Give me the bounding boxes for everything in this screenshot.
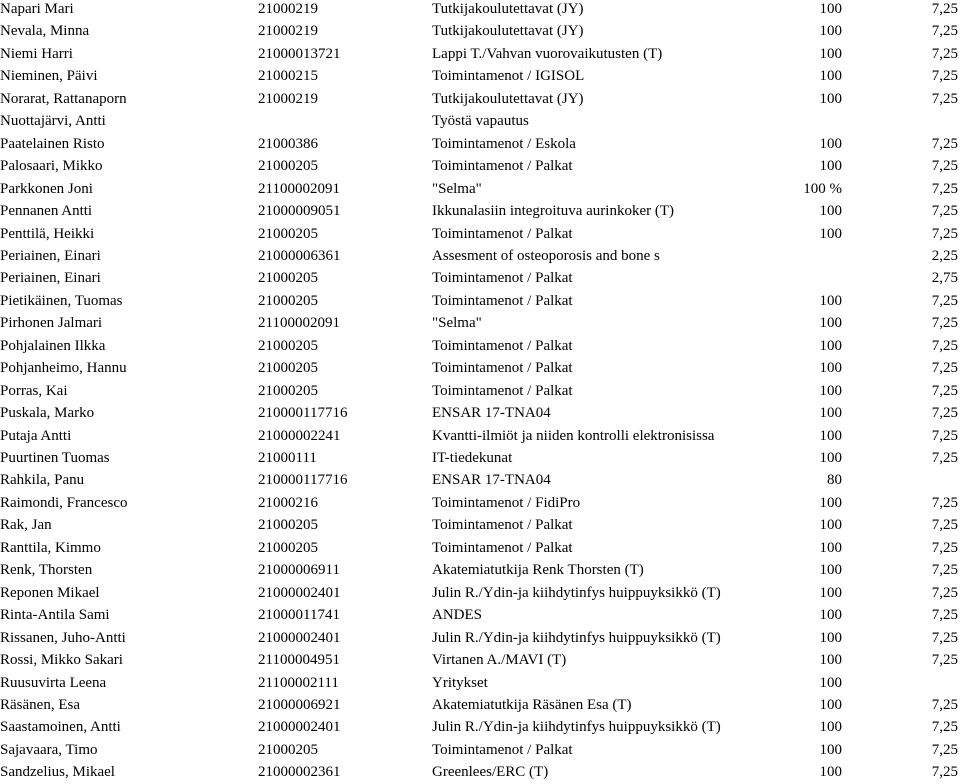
project-name-cell: Tutkijakoulutettavat (JY): [432, 1, 584, 17]
cost-code-cell: 21000009051: [258, 203, 341, 220]
person-name-cell: Pietikäinen, Tuomas: [0, 292, 123, 309]
table-row: [0, 739, 960, 761]
cost-code-cell: 21100002091: [258, 180, 340, 197]
project-name-cell: Julin R./Ydin-ja kiihdytinfys huippuyksikkö (T): [432, 629, 721, 646]
person-name-cell: Reponen Mikael: [0, 584, 100, 601]
cost-code-cell: 21000205: [258, 360, 318, 377]
person-name-cell: Rak, Jan: [0, 517, 52, 534]
amount-cell: 7,25: [931, 652, 958, 669]
amount-cell: 7,25: [931, 719, 958, 736]
cost-code-cell: 210000117716: [258, 472, 348, 489]
project-name-cell: Akatemiatutkija Räsänen Esa (T): [432, 696, 632, 713]
project-name-cell: Akatemiatutkija Renk Thorsten (T): [432, 562, 644, 579]
table-row: [0, 357, 960, 379]
percentage-cell: 100: [819, 584, 842, 601]
person-name-cell: Parkkonen Joni: [0, 180, 93, 197]
table-row: [0, 380, 960, 402]
table-row: [0, 178, 960, 200]
amount-cell: 7,25: [931, 517, 958, 534]
amount-cell: 7,25: [931, 135, 958, 152]
amount-cell: 7,25: [931, 337, 958, 354]
percentage-cell: 100: [819, 539, 842, 556]
person-name-cell: Pohjalainen Ilkka: [0, 337, 106, 354]
amount-cell: 7,25: [931, 360, 958, 377]
amount-cell: 7,25: [931, 562, 958, 579]
percentage-cell: 100: [819, 696, 842, 713]
person-name-cell: Palosaari, Mikko: [0, 158, 103, 175]
cost-code-cell: 210000117716: [258, 405, 348, 422]
project-name-cell: Toimintamenot / Palkat: [432, 292, 573, 309]
percentage-cell: 100: [819, 741, 842, 758]
person-name-cell: Rahkila, Panu: [0, 472, 85, 489]
cost-code-cell: 21000006911: [258, 562, 340, 579]
percentage-cell: 100: [819, 652, 842, 669]
person-name-cell: Puskala, Marko: [0, 405, 95, 422]
project-name-cell: Virtanen A./MAVI (T): [432, 652, 567, 669]
project-name-cell: IT-tiedekunat: [432, 450, 513, 466]
table-row: [0, 133, 960, 155]
amount-cell: 7,25: [931, 494, 958, 511]
table-row: [0, 267, 960, 289]
table-row: [0, 537, 960, 559]
project-name-cell: Assesment of osteoporosis and bone s: [432, 247, 660, 264]
person-name-cell: Napari Mari: [0, 1, 74, 17]
table-row: [0, 223, 960, 245]
percentage-cell: 100: [819, 562, 842, 579]
project-name-cell: Toimintamenot / Palkat: [432, 517, 573, 534]
cost-code-cell: 21000205: [258, 158, 318, 175]
amount-cell: 7,25: [931, 158, 958, 175]
person-name-cell: Ruusuvirta Leena: [0, 674, 107, 691]
project-name-cell: "Selma": [432, 315, 482, 332]
person-name-cell: Norarat, Rattanaporn: [0, 90, 127, 107]
table-row: [0, 335, 960, 357]
person-name-cell: Pohjanheimo, Hannu: [0, 360, 127, 377]
cost-code-cell: 21000013721: [258, 45, 341, 62]
person-name-cell: Rinta-Antila Sami: [0, 607, 110, 624]
person-name-cell: Rissanen, Juho-Antti: [0, 629, 126, 646]
person-name-cell: Puurtinen Tuomas: [0, 450, 110, 466]
project-name-cell: Toimintamenot / Palkat: [432, 225, 573, 242]
project-name-cell: Toimintamenot / FidiPro: [432, 494, 581, 511]
person-name-cell: Penttilä, Heikki: [0, 225, 95, 242]
person-name-cell: Nieminen, Päivi: [0, 68, 98, 85]
person-name-cell: Paatelainen Risto: [0, 135, 105, 152]
percentage-cell: 100: [819, 45, 842, 62]
person-name-cell: Raimondi, Francesco: [0, 494, 128, 511]
percentage-cell: 100: [819, 23, 842, 40]
cost-code-cell: 21100002091: [258, 315, 340, 332]
cost-code-cell: 21000002241: [258, 427, 341, 444]
percentage-cell: 100: [819, 337, 842, 354]
amount-cell: 7,25: [931, 23, 958, 40]
amount-cell: 7,25: [931, 584, 958, 601]
cost-code-cell: 21000002401: [258, 719, 341, 736]
table-row: [0, 43, 960, 65]
person-name-cell: Pirhonen Jalmari: [0, 315, 103, 332]
percentage-cell: 100: [819, 203, 842, 220]
amount-cell: 2,25: [931, 247, 958, 264]
percentage-cell: 100: [819, 674, 842, 691]
table-row: [0, 110, 960, 132]
percentage-cell: 100: [819, 360, 842, 377]
person-name-cell: Putaja Antti: [0, 427, 72, 444]
table-row: [0, 20, 960, 42]
amount-cell: 7,25: [931, 539, 958, 556]
table-row: [0, 200, 960, 222]
percentage-cell: 100: [819, 135, 842, 152]
person-name-cell: Nevala, Minna: [0, 23, 90, 40]
table-row: [0, 312, 960, 334]
cost-code-cell: 21000205: [258, 539, 318, 556]
table-row: [0, 761, 960, 783]
amount-cell: 7,25: [931, 696, 958, 713]
cost-code-cell: 21000006921: [258, 696, 341, 713]
person-name-cell: Saastamoinen, Antti: [0, 719, 121, 736]
table-row: [0, 155, 960, 177]
percentage-cell: 100: [819, 158, 842, 175]
project-name-cell: Toimintamenot / Palkat: [432, 337, 573, 354]
table-row: [0, 649, 960, 671]
person-name-cell: Niemi Harri: [0, 45, 73, 62]
person-name-cell: Periainen, Einari: [0, 270, 101, 287]
percentage-cell: 100: [819, 517, 842, 534]
amount-cell: 7,25: [931, 203, 958, 220]
percentage-cell: 80: [827, 472, 842, 489]
project-name-cell: Toimintamenot / IGISOL: [432, 68, 585, 85]
percentage-cell: 100: [819, 427, 842, 444]
amount-cell: 7,25: [931, 450, 958, 466]
amount-cell: 7,25: [931, 180, 958, 197]
percentage-cell: 100: [819, 764, 842, 781]
project-name-cell: Työstä vapautus: [432, 113, 529, 130]
person-name-cell: Sandzelius, Mikael: [0, 764, 115, 781]
cost-code-cell: 21100004951: [258, 652, 340, 669]
cost-code-cell: 21000219: [258, 90, 318, 107]
cost-code-cell: 21000205: [258, 337, 318, 354]
cost-code-cell: 21000002401: [258, 584, 341, 601]
amount-cell: 7,25: [931, 225, 958, 242]
percentage-cell: 100: [819, 494, 842, 511]
cost-code-cell: 21000205: [258, 517, 318, 534]
percentage-cell: 100: [819, 315, 842, 332]
cost-code-cell: 21000219: [258, 23, 318, 40]
table-row: [0, 672, 960, 694]
person-name-cell: Rossi, Mikko Sakari: [0, 652, 123, 669]
project-name-cell: Toimintamenot / Palkat: [432, 539, 573, 556]
table-row: [0, 402, 960, 424]
project-name-cell: Tutkijakoulutettavat (JY): [432, 90, 584, 107]
cost-code-cell: 21000002361: [258, 764, 341, 781]
percentage-cell: 100: [819, 1, 842, 17]
cost-code-cell: 21000205: [258, 270, 318, 287]
percentage-cell: 100: [819, 629, 842, 646]
percentage-cell: 100: [819, 90, 842, 107]
project-name-cell: Julin R./Ydin-ja kiihdytinfys huippuyksikkö (T): [432, 584, 721, 601]
cost-code-cell: 21000205: [258, 741, 318, 758]
percentage-cell: 100 %: [803, 180, 842, 197]
amount-cell: 7,25: [931, 405, 958, 422]
table-row: [0, 559, 960, 581]
amount-cell: 7,25: [931, 741, 958, 758]
table-row: [0, 604, 960, 626]
project-name-cell: Toimintamenot / Palkat: [432, 741, 573, 758]
table-row: [0, 582, 960, 604]
table-row: [0, 492, 960, 514]
table-row: [0, 469, 960, 491]
amount-cell: 7,25: [931, 90, 958, 107]
amount-cell: 2,75: [931, 270, 958, 287]
project-name-cell: ENSAR 17-TNA04: [432, 472, 551, 489]
project-name-cell: Julin R./Ydin-ja kiihdytinfys huippuyksikkö (T): [432, 719, 721, 736]
table-row: [0, 627, 960, 649]
percentage-cell: 100: [819, 292, 842, 309]
project-name-cell: ANDES: [432, 607, 483, 624]
person-name-cell: Nuottajärvi, Antti: [0, 113, 106, 130]
cost-code-cell: 21000011741: [258, 607, 340, 624]
amount-cell: 7,25: [931, 427, 958, 444]
cost-code-cell: 21000205: [258, 225, 318, 242]
cost-code-cell: 21000215: [258, 68, 318, 85]
project-name-cell: Ikkunalasiin integroituva aurinkoker (T): [432, 203, 675, 220]
cost-code-cell: 21000111: [258, 450, 317, 466]
percentage-cell: 100: [819, 382, 842, 399]
person-name-cell: Periainen, Einari: [0, 247, 101, 264]
cost-code-cell: 21000006361: [258, 247, 341, 264]
percentage-cell: 100: [819, 225, 842, 242]
project-name-cell: Greenlees/ERC (T): [432, 764, 549, 781]
table-row: [0, 290, 960, 312]
project-name-cell: Tutkijakoulutettavat (JY): [432, 23, 584, 40]
person-name-cell: Renk, Thorsten: [0, 562, 93, 579]
project-name-cell: Toimintamenot / Palkat: [432, 382, 573, 399]
table-row: [0, 514, 960, 536]
amount-cell: 7,25: [931, 315, 958, 332]
project-name-cell: Kvantti-ilmiöt ja niiden kontrolli elektronisissa: [432, 427, 715, 444]
table-row: [0, 245, 960, 267]
cost-code-cell: 21100002111: [258, 674, 339, 691]
cost-code-cell: 21000002401: [258, 629, 341, 646]
percentage-cell: 100: [819, 607, 842, 624]
cost-code-cell: 21000205: [258, 382, 318, 399]
table-row: [0, 65, 960, 87]
percentage-cell: 100: [819, 719, 842, 736]
cost-code-cell: 21000219: [258, 1, 318, 17]
amount-cell: 7,25: [931, 629, 958, 646]
person-name-cell: Ranttila, Kimmo: [0, 539, 101, 556]
cost-code-cell: 21000216: [258, 494, 318, 511]
project-name-cell: Toimintamenot / Palkat: [432, 360, 573, 377]
person-name-cell: Porras, Kai: [0, 382, 68, 399]
amount-cell: 7,25: [931, 68, 958, 85]
percentage-cell: 100: [819, 450, 842, 466]
cost-code-cell: 21000205: [258, 292, 318, 309]
amount-cell: 7,25: [931, 45, 958, 62]
table-row: [0, 88, 960, 110]
cost-code-cell: 21000386: [258, 135, 318, 152]
person-name-cell: Räsänen, Esa: [0, 696, 80, 713]
amount-cell: 7,25: [931, 764, 958, 781]
person-name-cell: Pennanen Antti: [0, 203, 93, 220]
project-name-cell: ENSAR 17-TNA04: [432, 405, 551, 422]
project-name-cell: "Selma": [432, 180, 482, 197]
percentage-cell: 100: [819, 68, 842, 85]
table-row: [0, 425, 960, 447]
project-name-cell: Toimintamenot / Palkat: [432, 270, 573, 287]
amount-cell: 7,25: [931, 1, 958, 17]
table-row: [0, 694, 960, 716]
project-name-cell: Toimintamenot / Palkat: [432, 158, 573, 175]
percentage-cell: 100: [819, 405, 842, 422]
table-row: [0, 0, 960, 20]
table-row: [0, 716, 960, 738]
amount-cell: 7,25: [931, 607, 958, 624]
project-name-cell: Yritykset: [432, 674, 488, 691]
amount-cell: 7,25: [931, 382, 958, 399]
person-name-cell: Sajavaara, Timo: [0, 741, 98, 758]
project-name-cell: Toimintamenot / Eskola: [432, 135, 576, 152]
amount-cell: 7,25: [931, 292, 958, 309]
table-row: [0, 447, 960, 469]
project-name-cell: Lappi T./Vahvan vuorovaikutusten (T): [432, 45, 663, 62]
